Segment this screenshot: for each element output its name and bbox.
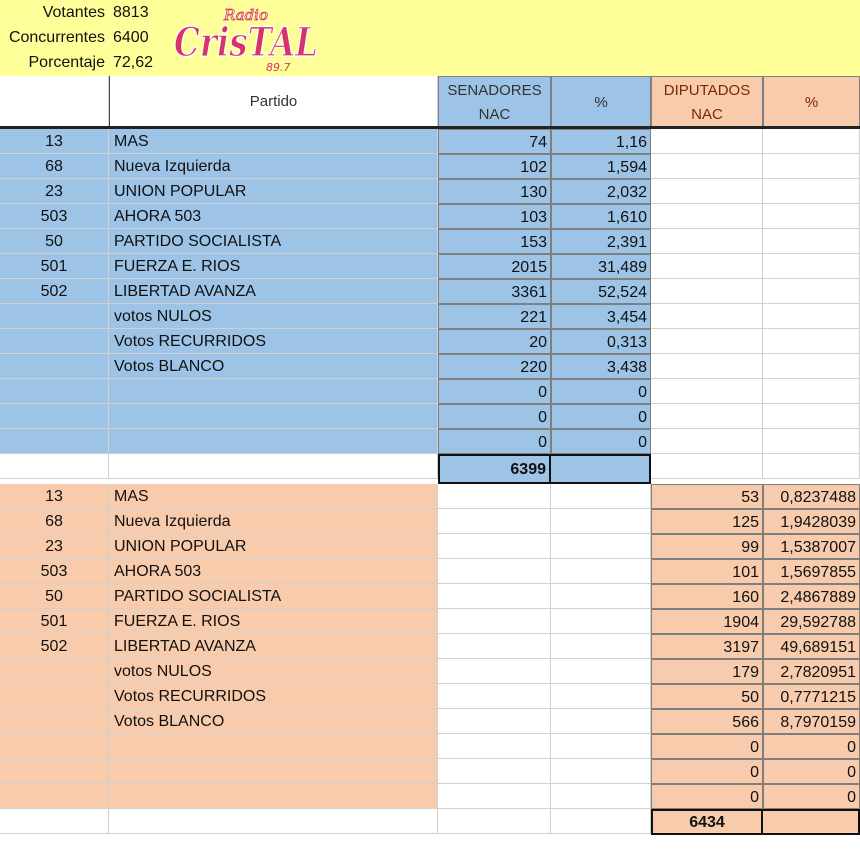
empty-cell[interactable] bbox=[651, 204, 763, 229]
votantes-label: Votantes bbox=[42, 4, 105, 21]
concurrentes-value[interactable]: 6400 bbox=[113, 29, 149, 46]
dip-votes-cell[interactable]: 101 bbox=[651, 559, 763, 584]
summary-band bbox=[0, 0, 860, 76]
sen-pct-cell[interactable]: 52,524 bbox=[551, 279, 651, 304]
empty-cell[interactable] bbox=[551, 559, 651, 584]
sen-total-cell[interactable]: 6399 bbox=[438, 454, 551, 484]
dip-party-name-cell[interactable]: LIBERTAD AVANZA bbox=[109, 634, 438, 659]
empty-cell[interactable] bbox=[438, 759, 551, 784]
dip-pct-cell[interactable]: 2,7820951 bbox=[763, 659, 860, 684]
sen-pct-cell[interactable]: 2,391 bbox=[551, 229, 651, 254]
empty-cell[interactable] bbox=[651, 229, 763, 254]
empty-cell[interactable] bbox=[763, 254, 860, 279]
sen-pct-cell[interactable]: 2,032 bbox=[551, 179, 651, 204]
dip-pct-cell[interactable]: 49,689151 bbox=[763, 634, 860, 659]
sen-votes-cell[interactable]: 103 bbox=[438, 204, 551, 229]
dip-code-cell[interactable] bbox=[0, 709, 109, 734]
sen-party-name-cell[interactable]: Nueva Izquierda bbox=[109, 154, 438, 179]
dip-party-name-cell[interactable]: Nueva Izquierda bbox=[109, 509, 438, 534]
dip-code-cell[interactable]: 501 bbox=[0, 609, 109, 634]
header-senadores-line2: NAC bbox=[478, 106, 511, 123]
sen-votes-cell[interactable]: 2015 bbox=[438, 254, 551, 279]
empty-cell[interactable] bbox=[651, 454, 763, 479]
sen-code-cell[interactable] bbox=[0, 404, 109, 429]
empty-cell[interactable] bbox=[763, 329, 860, 354]
dip-code-cell[interactable] bbox=[0, 784, 109, 809]
empty-cell[interactable] bbox=[651, 379, 763, 404]
dip-party-name-cell[interactable]: FUERZA E. RIOS bbox=[109, 609, 438, 634]
sen-pct-cell[interactable]: 0 bbox=[551, 404, 651, 429]
dip-code-cell[interactable]: 502 bbox=[0, 634, 109, 659]
empty-cell[interactable] bbox=[763, 204, 860, 229]
radio-cristal-logo bbox=[172, 2, 322, 74]
empty-cell[interactable] bbox=[551, 509, 651, 534]
header-partido[interactable]: Partido bbox=[109, 76, 438, 128]
sen-pct-cell[interactable]: 0 bbox=[551, 429, 651, 454]
empty-cell[interactable] bbox=[438, 509, 551, 534]
empty-cell[interactable] bbox=[109, 809, 438, 834]
results-spreadsheet bbox=[0, 76, 860, 860]
sen-code-cell[interactable]: 503 bbox=[0, 204, 109, 229]
logo-radio-text: Radio bbox=[224, 6, 269, 24]
dip-pct-cell[interactable]: 0 bbox=[763, 759, 860, 784]
empty-cell[interactable] bbox=[438, 684, 551, 709]
dip-pct-cell[interactable]: 0 bbox=[763, 784, 860, 809]
dip-party-name-cell[interactable]: votos NULOS bbox=[109, 659, 438, 684]
empty-cell[interactable] bbox=[551, 734, 651, 759]
sen-pct-cell[interactable]: 1,594 bbox=[551, 154, 651, 179]
dip-party-name-cell[interactable]: Votos BLANCO bbox=[109, 709, 438, 734]
dip-pct-cell[interactable]: 8,7970159 bbox=[763, 709, 860, 734]
empty-cell[interactable] bbox=[651, 254, 763, 279]
empty-cell[interactable] bbox=[551, 684, 651, 709]
dip-pct-cell[interactable]: 2,4867889 bbox=[763, 584, 860, 609]
sen-code-cell[interactable]: 13 bbox=[0, 129, 109, 154]
empty-cell[interactable] bbox=[438, 659, 551, 684]
sen-code-cell[interactable]: 502 bbox=[0, 279, 109, 304]
sen-party-name-cell[interactable] bbox=[109, 404, 438, 429]
header-diputados-line1: DIPUTADOS bbox=[663, 82, 751, 99]
empty-cell[interactable] bbox=[109, 454, 438, 479]
dip-party-name-cell[interactable] bbox=[109, 734, 438, 759]
sen-party-name-cell[interactable] bbox=[109, 379, 438, 404]
empty-cell[interactable] bbox=[651, 404, 763, 429]
empty-cell[interactable] bbox=[763, 454, 860, 479]
empty-cell[interactable] bbox=[763, 154, 860, 179]
dip-code-cell[interactable]: 13 bbox=[0, 484, 109, 509]
dip-party-name-cell[interactable] bbox=[109, 784, 438, 809]
dip-party-name-cell[interactable]: PARTIDO SOCIALISTA bbox=[109, 584, 438, 609]
empty-cell[interactable] bbox=[763, 354, 860, 379]
sen-pct-cell[interactable]: 3,454 bbox=[551, 304, 651, 329]
sen-code-cell[interactable] bbox=[0, 354, 109, 379]
dip-votes-cell[interactable]: 1904 bbox=[651, 609, 763, 634]
empty-cell[interactable] bbox=[438, 809, 551, 834]
dip-pct-cell[interactable]: 1,5387007 bbox=[763, 534, 860, 559]
sen-pct-cell[interactable]: 0,313 bbox=[551, 329, 651, 354]
empty-cell[interactable] bbox=[763, 279, 860, 304]
dip-code-cell[interactable] bbox=[0, 759, 109, 784]
sen-party-name-cell[interactable]: LIBERTAD AVANZA bbox=[109, 279, 438, 304]
sen-code-cell[interactable] bbox=[0, 429, 109, 454]
sen-votes-cell[interactable]: 221 bbox=[438, 304, 551, 329]
empty-cell[interactable] bbox=[651, 279, 763, 304]
dip-code-cell[interactable]: 50 bbox=[0, 584, 109, 609]
dip-code-cell[interactable] bbox=[0, 684, 109, 709]
sen-party-name-cell[interactable]: UNION POPULAR bbox=[109, 179, 438, 204]
sen-code-cell[interactable] bbox=[0, 379, 109, 404]
dip-pct-cell[interactable]: 0,7771215 bbox=[763, 684, 860, 709]
empty-cell[interactable] bbox=[551, 634, 651, 659]
sen-party-name-cell[interactable]: Votos RECURRIDOS bbox=[109, 329, 438, 354]
empty-cell[interactable] bbox=[651, 154, 763, 179]
empty-cell[interactable] bbox=[551, 709, 651, 734]
dip-votes-cell[interactable]: 125 bbox=[651, 509, 763, 534]
empty-cell[interactable] bbox=[763, 304, 860, 329]
empty-cell[interactable] bbox=[438, 709, 551, 734]
sen-party-name-cell[interactable]: AHORA 503 bbox=[109, 204, 438, 229]
dip-code-cell[interactable] bbox=[0, 734, 109, 759]
dip-code-cell[interactable]: 503 bbox=[0, 559, 109, 584]
sen-code-cell[interactable] bbox=[0, 329, 109, 354]
header-senadores[interactable] bbox=[438, 76, 551, 128]
empty-cell[interactable] bbox=[551, 484, 651, 509]
dip-votes-cell[interactable]: 160 bbox=[651, 584, 763, 609]
dip-pct-cell[interactable]: 1,5697855 bbox=[763, 559, 860, 584]
empty-cell[interactable] bbox=[651, 329, 763, 354]
sen-votes-cell[interactable]: 220 bbox=[438, 354, 551, 379]
header-diputados-pct[interactable]: % bbox=[763, 76, 860, 128]
votantes-value[interactable]: 8813 bbox=[113, 4, 149, 21]
header-senadores-line1: SENADORES bbox=[447, 82, 542, 99]
logo-frequency-text: 89.7 bbox=[266, 61, 291, 74]
empty-cell[interactable] bbox=[438, 534, 551, 559]
dip-pct-cell[interactable]: 0,8237488 bbox=[763, 484, 860, 509]
empty-cell[interactable] bbox=[763, 229, 860, 254]
sen-votes-cell[interactable]: 0 bbox=[438, 379, 551, 404]
empty-cell[interactable] bbox=[0, 454, 109, 479]
empty-cell[interactable] bbox=[551, 584, 651, 609]
sen-votes-cell[interactable]: 0 bbox=[438, 429, 551, 454]
empty-cell[interactable] bbox=[551, 659, 651, 684]
concurrentes-label: Concurrentes bbox=[8, 29, 105, 46]
empty-cell[interactable] bbox=[763, 379, 860, 404]
header-senadores-pct[interactable]: % bbox=[551, 76, 651, 128]
sen-party-name-cell[interactable]: Votos BLANCO bbox=[109, 354, 438, 379]
sen-pct-cell[interactable]: 3,438 bbox=[551, 354, 651, 379]
dip-votes-cell[interactable]: 3197 bbox=[651, 634, 763, 659]
empty-cell[interactable] bbox=[651, 354, 763, 379]
empty-cell[interactable] bbox=[0, 809, 109, 834]
dip-votes-cell[interactable]: 53 bbox=[651, 484, 763, 509]
sen-votes-cell[interactable]: 3361 bbox=[438, 279, 551, 304]
header-diputados-line2: NAC bbox=[691, 106, 723, 123]
empty-cell[interactable] bbox=[438, 609, 551, 634]
porcentaje-label: Porcentaje bbox=[28, 54, 105, 71]
dip-total-cell[interactable]: 6434 bbox=[651, 809, 763, 835]
dip-votes-cell[interactable]: 0 bbox=[651, 734, 763, 759]
sen-party-name-cell[interactable]: PARTIDO SOCIALISTA bbox=[109, 229, 438, 254]
sen-total-pct-cell[interactable] bbox=[551, 454, 651, 484]
sen-party-name-cell[interactable]: FUERZA E. RIOS bbox=[109, 254, 438, 279]
empty-cell[interactable] bbox=[438, 784, 551, 809]
empty-cell[interactable] bbox=[438, 484, 551, 509]
dip-code-cell[interactable] bbox=[0, 659, 109, 684]
sen-pct-cell[interactable]: 0 bbox=[551, 379, 651, 404]
empty-cell[interactable] bbox=[438, 584, 551, 609]
sen-pct-cell[interactable]: 1,610 bbox=[551, 204, 651, 229]
sen-votes-cell[interactable]: 130 bbox=[438, 179, 551, 204]
dip-pct-cell[interactable]: 0 bbox=[763, 734, 860, 759]
empty-cell[interactable] bbox=[651, 179, 763, 204]
dip-pct-cell[interactable]: 1,9428039 bbox=[763, 509, 860, 534]
sen-votes-cell[interactable]: 102 bbox=[438, 154, 551, 179]
sen-code-cell[interactable]: 50 bbox=[0, 229, 109, 254]
dip-votes-cell[interactable]: 566 bbox=[651, 709, 763, 734]
sen-votes-cell[interactable]: 20 bbox=[438, 329, 551, 354]
dip-total-pct-cell[interactable] bbox=[763, 809, 860, 835]
empty-cell[interactable] bbox=[551, 534, 651, 559]
dip-party-name-cell[interactable]: AHORA 503 bbox=[109, 559, 438, 584]
empty-cell[interactable] bbox=[651, 129, 763, 154]
sen-votes-cell[interactable]: 74 bbox=[438, 129, 551, 154]
dip-votes-cell[interactable]: 179 bbox=[651, 659, 763, 684]
sen-party-name-cell[interactable]: votos NULOS bbox=[109, 304, 438, 329]
sen-code-cell[interactable]: 23 bbox=[0, 179, 109, 204]
sen-party-name-cell[interactable] bbox=[109, 429, 438, 454]
dip-party-name-cell[interactable] bbox=[109, 759, 438, 784]
empty-cell[interactable] bbox=[651, 304, 763, 329]
dip-party-name-cell[interactable]: Votos RECURRIDOS bbox=[109, 684, 438, 709]
header-diputados[interactable] bbox=[651, 76, 763, 128]
dip-votes-cell[interactable]: 0 bbox=[651, 759, 763, 784]
empty-cell[interactable] bbox=[763, 179, 860, 204]
dip-pct-cell[interactable]: 29,592788 bbox=[763, 609, 860, 634]
empty-cell[interactable] bbox=[551, 759, 651, 784]
sen-code-cell[interactable]: 501 bbox=[0, 254, 109, 279]
dip-party-name-cell[interactable]: MAS bbox=[109, 484, 438, 509]
sen-pct-cell[interactable]: 1,16 bbox=[551, 129, 651, 154]
dip-party-name-cell[interactable]: UNION POPULAR bbox=[109, 534, 438, 559]
dip-votes-cell[interactable]: 50 bbox=[651, 684, 763, 709]
dip-votes-cell[interactable]: 0 bbox=[651, 784, 763, 809]
sen-code-cell[interactable]: 68 bbox=[0, 154, 109, 179]
dip-code-cell[interactable]: 68 bbox=[0, 509, 109, 534]
empty-cell[interactable] bbox=[438, 559, 551, 584]
empty-cell[interactable] bbox=[551, 609, 651, 634]
empty-cell[interactable] bbox=[438, 634, 551, 659]
empty-cell[interactable] bbox=[763, 129, 860, 154]
dip-code-cell[interactable]: 23 bbox=[0, 534, 109, 559]
empty-cell[interactable] bbox=[651, 429, 763, 454]
empty-cell[interactable] bbox=[763, 429, 860, 454]
empty-cell[interactable] bbox=[763, 404, 860, 429]
sen-votes-cell[interactable]: 153 bbox=[438, 229, 551, 254]
sen-code-cell[interactable] bbox=[0, 304, 109, 329]
logo-cristal-text: CrisTAL bbox=[174, 19, 318, 66]
sen-party-name-cell[interactable]: MAS bbox=[109, 129, 438, 154]
empty-cell[interactable] bbox=[551, 784, 651, 809]
sen-votes-cell[interactable]: 0 bbox=[438, 404, 551, 429]
sen-pct-cell[interactable]: 31,489 bbox=[551, 254, 651, 279]
dip-votes-cell[interactable]: 99 bbox=[651, 534, 763, 559]
empty-cell[interactable] bbox=[551, 809, 651, 834]
empty-cell[interactable] bbox=[438, 734, 551, 759]
porcentaje-value[interactable]: 72,62 bbox=[113, 54, 154, 71]
header-code-cell[interactable] bbox=[0, 76, 109, 128]
